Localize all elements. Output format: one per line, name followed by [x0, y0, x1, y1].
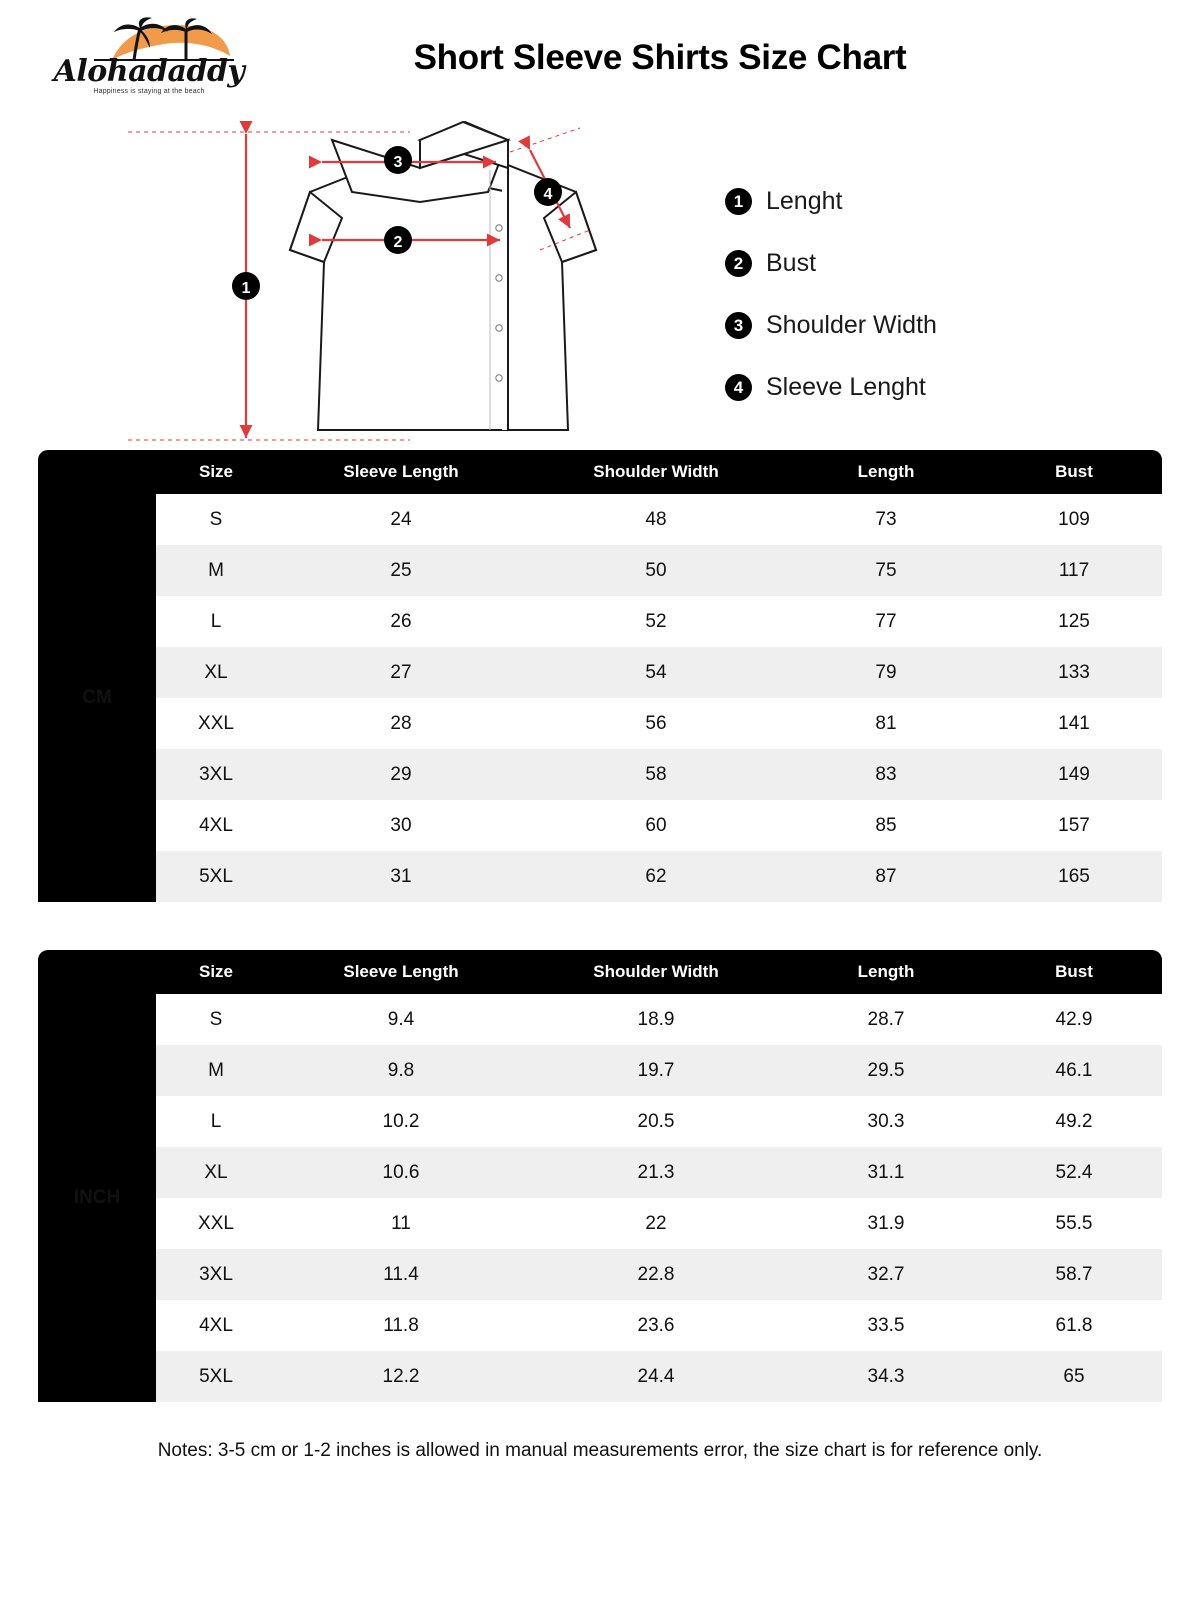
cell-sleeve-length: 31: [276, 851, 526, 902]
table-row: [38, 1351, 1162, 1402]
cell-shoulder-width: 54: [526, 647, 786, 698]
cell-sleeve-length: 24: [276, 494, 526, 545]
cell-shoulder-width: 62: [526, 851, 786, 902]
cell-sleeve-length: 29: [276, 749, 526, 800]
table-row: [38, 494, 1162, 545]
col-header-length: Length: [786, 450, 986, 494]
col-header-sleeve-length: Sleeve Length: [276, 450, 526, 494]
legend-item-length: [725, 170, 937, 232]
cell-size: 3XL: [156, 1249, 276, 1300]
page-header: [0, 0, 1200, 110]
legend-item-sleeve-length: [725, 356, 937, 418]
svg-text:4: 4: [543, 186, 553, 203]
table-row: [38, 1198, 1162, 1249]
table-row: [38, 1045, 1162, 1096]
cell-sleeve-length: 10.2: [276, 1096, 526, 1147]
brand-logo: [34, 14, 264, 106]
cell-length: 33.5: [786, 1300, 986, 1351]
cell-bust: 65: [986, 1351, 1162, 1402]
cell-shoulder-width: 56: [526, 698, 786, 749]
cell-size: 4XL: [156, 800, 276, 851]
cell-length: 83: [786, 749, 986, 800]
table-row: [38, 851, 1162, 902]
legend-badge-1: 1: [725, 188, 752, 215]
cell-length: 77: [786, 596, 986, 647]
cell-size: L: [156, 1096, 276, 1147]
cell-sleeve-length: 25: [276, 545, 526, 596]
cell-length: 75: [786, 545, 986, 596]
col-header-length: Length: [786, 950, 986, 994]
unit-cell-inch: INCH: [38, 994, 156, 1402]
legend-badge-3: 3: [725, 312, 752, 339]
unit-cell-cm: CM: [38, 494, 156, 902]
cell-sleeve-length: 11: [276, 1198, 526, 1249]
cell-size: 4XL: [156, 1300, 276, 1351]
cell-bust: 49.2: [986, 1096, 1162, 1147]
cell-shoulder-width: 48: [526, 494, 786, 545]
shirt-illustration: [110, 110, 810, 450]
cell-bust: 133: [986, 647, 1162, 698]
col-header-size: Size: [156, 450, 276, 494]
svg-text:2: 2: [393, 234, 403, 251]
table-row: [38, 545, 1162, 596]
cell-shoulder-width: 52: [526, 596, 786, 647]
cell-bust: 125: [986, 596, 1162, 647]
cell-size: 5XL: [156, 1351, 276, 1402]
col-header-shoulder-width: Shoulder Width: [526, 450, 786, 494]
cell-shoulder-width: 60: [526, 800, 786, 851]
legend-label-3: Shoulder Width: [766, 310, 937, 339]
cell-sleeve-length: 30: [276, 800, 526, 851]
cell-length: 73: [786, 494, 986, 545]
table-row: [38, 1147, 1162, 1198]
cell-length: 28.7: [786, 994, 986, 1045]
cell-shoulder-width: 22: [526, 1198, 786, 1249]
cell-shoulder-width: 20.5: [526, 1096, 786, 1147]
cell-shoulder-width: 22.8: [526, 1249, 786, 1300]
col-header-size: Size: [156, 950, 276, 994]
cell-shoulder-width: 50: [526, 545, 786, 596]
legend-item-shoulder-width: [725, 294, 937, 356]
cell-sleeve-length: 9.4: [276, 994, 526, 1045]
cell-length: 30.3: [786, 1096, 986, 1147]
unit-header-inch: [38, 950, 156, 994]
cell-bust: 117: [986, 545, 1162, 596]
legend-badge-2: 2: [725, 250, 752, 277]
table-row: [38, 647, 1162, 698]
cell-bust: 42.9: [986, 994, 1162, 1045]
cell-length: 87: [786, 851, 986, 902]
cell-bust: 61.8: [986, 1300, 1162, 1351]
cell-length: 81: [786, 698, 986, 749]
col-header-sleeve-length: Sleeve Length: [276, 950, 526, 994]
table-row: [38, 1300, 1162, 1351]
cell-bust: 109: [986, 494, 1162, 545]
cell-size: M: [156, 1045, 276, 1096]
page-title: Short Sleeve Shirts Size Chart: [413, 38, 907, 77]
brand-name: Alohadaddy: [53, 54, 245, 89]
cell-size: XL: [156, 647, 276, 698]
cell-length: 34.3: [786, 1351, 986, 1402]
cell-shoulder-width: 19.7: [526, 1045, 786, 1096]
legend-badge-4: 4: [725, 374, 752, 401]
table-spacer: [0, 902, 1200, 950]
svg-text:1: 1: [241, 280, 251, 297]
cell-length: 29.5: [786, 1045, 986, 1096]
col-header-bust: Bust: [986, 950, 1162, 994]
table-row: [38, 994, 1162, 1045]
notes-text: Notes: 3-5 cm or 1-2 inches is allowed in manual measurements error, the size chart is for reference only.: [157, 1440, 1043, 1461]
cell-shoulder-width: 18.9: [526, 994, 786, 1045]
unit-header-cm: [38, 450, 156, 494]
col-header-bust: Bust: [986, 450, 1162, 494]
table-row: [38, 749, 1162, 800]
size-table-inch: [38, 950, 1162, 1402]
cell-length: 85: [786, 800, 986, 851]
measurement-diagram: [0, 110, 1200, 450]
cell-size: XXL: [156, 1198, 276, 1249]
cell-bust: 165: [986, 851, 1162, 902]
size-table-cm: [38, 450, 1162, 902]
cell-sleeve-length: 9.8: [276, 1045, 526, 1096]
table-header-row: [38, 950, 1162, 994]
legend-item-bust: [725, 232, 937, 294]
cell-bust: 149: [986, 749, 1162, 800]
cell-size: XXL: [156, 698, 276, 749]
table-row: [38, 596, 1162, 647]
table-row: [38, 1249, 1162, 1300]
legend: [725, 170, 937, 418]
cell-bust: 55.5: [986, 1198, 1162, 1249]
cell-shoulder-width: 24.4: [526, 1351, 786, 1402]
cm-table-wrap: [38, 450, 1162, 902]
cell-length: 31.9: [786, 1198, 986, 1249]
legend-label-1: Lenght: [766, 186, 843, 215]
legend-label-4: Sleeve Lenght: [766, 372, 926, 401]
cell-bust: 52.4: [986, 1147, 1162, 1198]
cell-bust: 46.1: [986, 1045, 1162, 1096]
table-row: [38, 1096, 1162, 1147]
table-header-row: [38, 450, 1162, 494]
cell-sleeve-length: 28: [276, 698, 526, 749]
cell-sleeve-length: 26: [276, 596, 526, 647]
cell-length: 32.7: [786, 1249, 986, 1300]
cell-size: 3XL: [156, 749, 276, 800]
cell-bust: 58.7: [986, 1249, 1162, 1300]
cell-bust: 141: [986, 698, 1162, 749]
cell-size: M: [156, 545, 276, 596]
cell-size: XL: [156, 1147, 276, 1198]
cell-length: 79: [786, 647, 986, 698]
cell-sleeve-length: 11.4: [276, 1249, 526, 1300]
legend-label-2: Bust: [766, 248, 817, 277]
cell-shoulder-width: 23.6: [526, 1300, 786, 1351]
cell-size: S: [156, 494, 276, 545]
table-row: [38, 800, 1162, 851]
cell-bust: 157: [986, 800, 1162, 851]
cell-sleeve-length: 12.2: [276, 1351, 526, 1402]
table-row: [38, 698, 1162, 749]
cell-shoulder-width: 21.3: [526, 1147, 786, 1198]
col-header-shoulder-width: Shoulder Width: [526, 950, 786, 994]
cell-size: 5XL: [156, 851, 276, 902]
cell-size: L: [156, 596, 276, 647]
cell-shoulder-width: 58: [526, 749, 786, 800]
brand-tagline: Happiness is staying at the beach: [93, 88, 205, 95]
svg-text:3: 3: [393, 154, 403, 171]
cell-size: S: [156, 994, 276, 1045]
inch-table-wrap: [38, 950, 1162, 1402]
cell-sleeve-length: 10.6: [276, 1147, 526, 1198]
cell-sleeve-length: 11.8: [276, 1300, 526, 1351]
cell-sleeve-length: 27: [276, 647, 526, 698]
cell-length: 31.1: [786, 1147, 986, 1198]
